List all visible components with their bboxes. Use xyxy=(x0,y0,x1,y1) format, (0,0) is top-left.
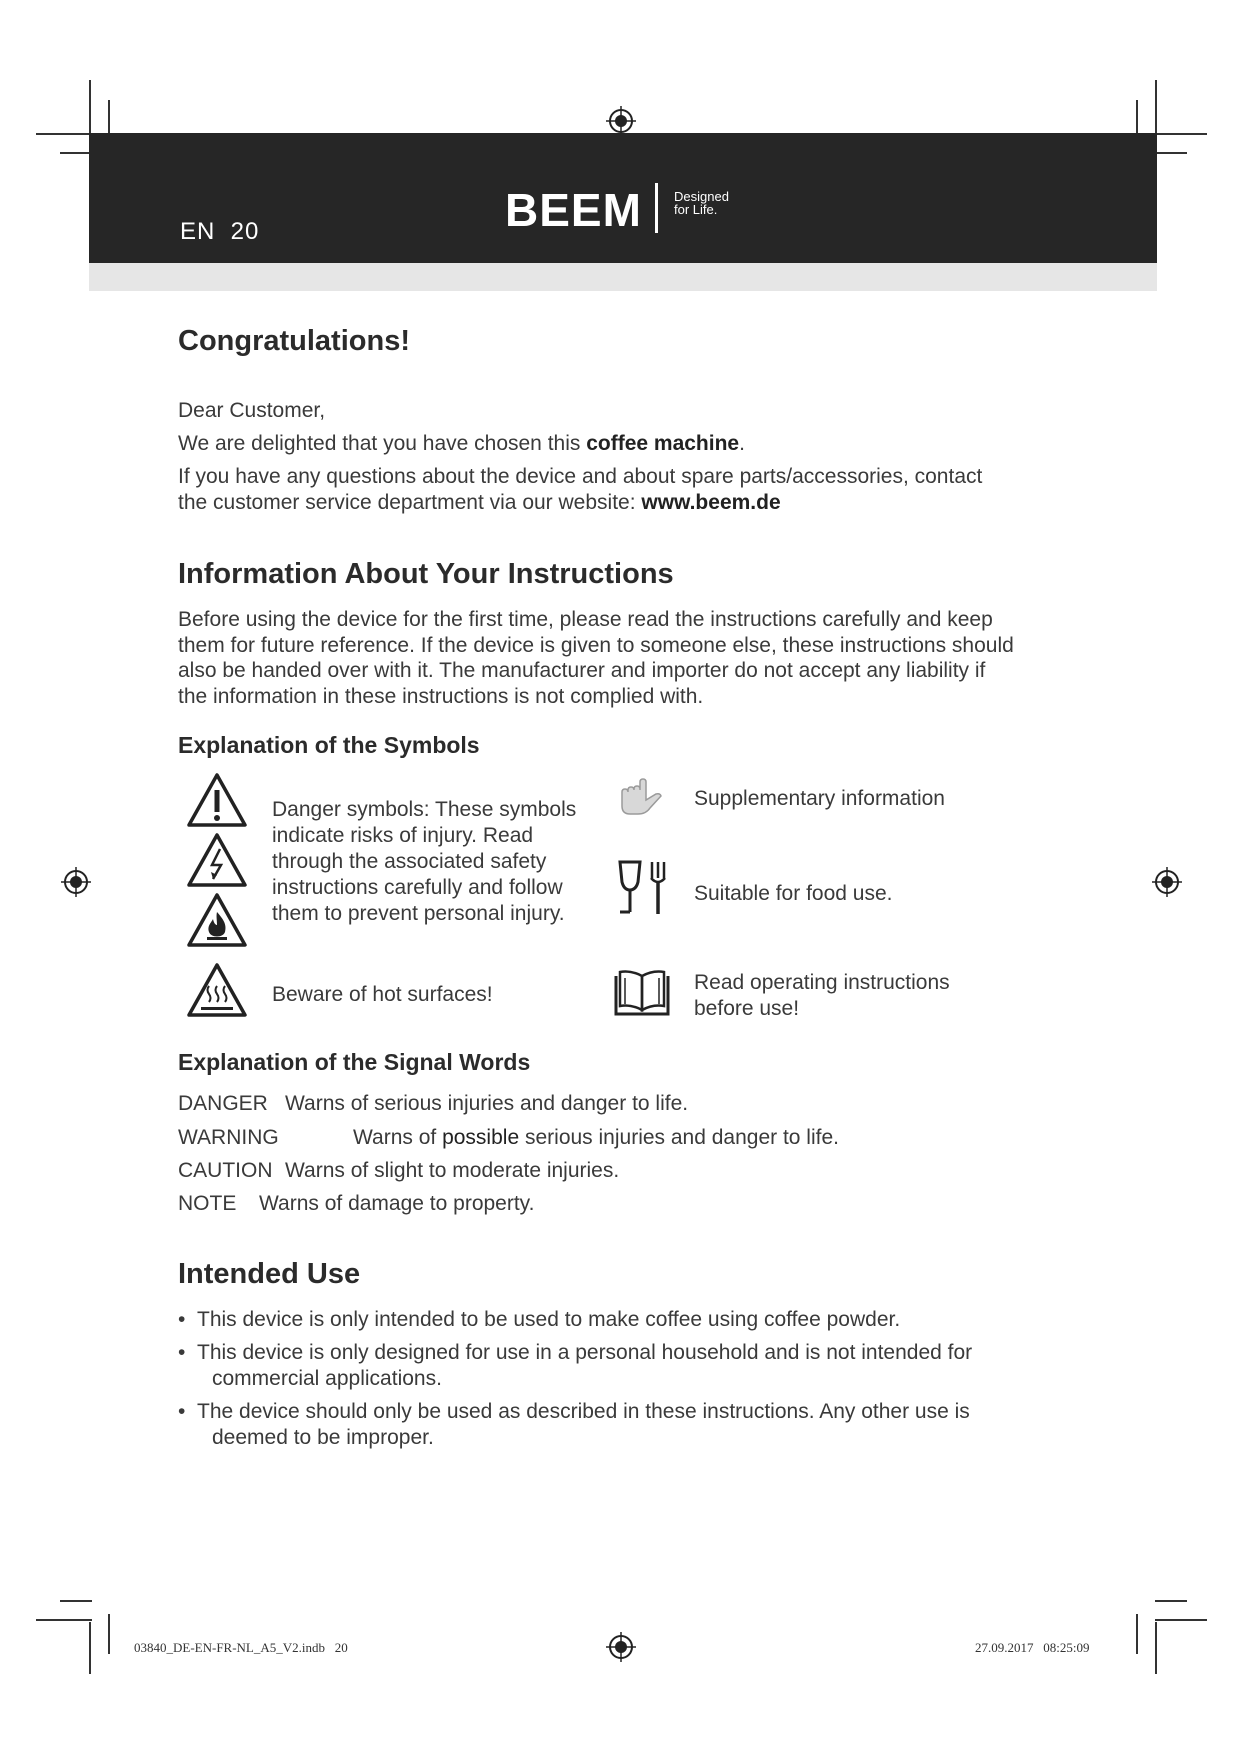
bullet-icon: • xyxy=(178,1308,186,1331)
danger-text-line: them to prevent personal injury. xyxy=(272,902,565,925)
list-item-text: This device is only intended to be used to make coffee using coffee powder. xyxy=(197,1308,901,1331)
instructions-info-title: Information About Your Instructions xyxy=(178,558,674,590)
fire-hazard-icon xyxy=(186,892,248,948)
tagline-line: for Life. xyxy=(674,202,718,217)
list-item-text: deemed to be improper. xyxy=(212,1426,434,1449)
danger-text-line: through the associated safety xyxy=(272,850,547,873)
list-item-text: This device is only designed for use in a personal household and is not intended for xyxy=(197,1341,973,1364)
pointing-hand-icon xyxy=(618,778,666,820)
list-item-text: The device should only be used as described in these instructions. Any other use is xyxy=(197,1400,970,1423)
open-book-icon xyxy=(613,968,671,1018)
questions-line xyxy=(178,490,781,516)
instructions-info-line: also be handed over with it. The manufacturer and importer do not accept any liability if xyxy=(178,659,986,682)
product-name: coffee machine xyxy=(586,432,740,455)
page-label: EN 20 xyxy=(180,218,260,245)
hot-surface-icon xyxy=(186,962,248,1018)
registration-mark-icon xyxy=(606,1632,636,1662)
questions-prefix: the customer service department via our website: xyxy=(178,491,642,514)
footer-file-name: 03840_DE-EN-FR-NL_A5_V2.indb 20 xyxy=(134,1640,348,1655)
instructions-info-line: the information in these instructions is not complied with. xyxy=(178,685,704,708)
read-instructions-line: Read operating instructions xyxy=(694,971,950,994)
greeting: Dear Customer, xyxy=(178,399,326,422)
list-item-text: commercial applications. xyxy=(212,1367,442,1390)
brand-divider xyxy=(655,183,658,233)
registration-mark-icon xyxy=(606,106,636,136)
congratulations-title: Congratulations! xyxy=(178,325,410,357)
danger-text-line: instructions carefully and follow xyxy=(272,876,563,899)
instructions-info-line: them for future reference. If the device is given to someone else, these instructions should xyxy=(178,634,1014,657)
symbols-title: Explanation of the Symbols xyxy=(178,732,480,758)
signal-word-description: Warns of damage to property. xyxy=(259,1192,535,1215)
signal-word-row xyxy=(178,1125,839,1151)
read-instructions-text xyxy=(694,970,950,1022)
brand-logo: BEEM xyxy=(505,184,642,236)
website-link[interactable]: www.beem.de xyxy=(641,491,781,514)
intended-use-title: Intended Use xyxy=(178,1258,361,1290)
delight-suffix: . xyxy=(739,432,745,455)
bullet-icon: • xyxy=(178,1341,186,1364)
electric-hazard-icon xyxy=(186,832,248,888)
registration-mark-icon xyxy=(61,867,91,897)
signal-word-description: Warns of serious injuries and danger to life. xyxy=(285,1092,689,1115)
signal-word-emphasis: possible xyxy=(442,1126,520,1149)
signal-word-row xyxy=(178,1191,534,1217)
delight-prefix: We are delighted that you have chosen this xyxy=(178,432,587,455)
supplementary-text: Supplementary information xyxy=(694,787,945,810)
delight-text xyxy=(178,431,745,457)
footer-timestamp: 27.09.2017 08:25:09 xyxy=(975,1640,1090,1655)
signal-word-caution: CAUTION xyxy=(178,1159,273,1182)
instructions-info-line: Before using the device for the first time, please read the instructions carefully and keep xyxy=(178,608,993,631)
warning-triangle-icon xyxy=(186,772,248,828)
bullet-icon: • xyxy=(178,1400,186,1423)
signal-word-note: NOTE xyxy=(178,1192,237,1215)
registration-mark-icon xyxy=(1152,867,1182,897)
list-item xyxy=(178,1399,1038,1451)
brand-tagline xyxy=(674,190,764,216)
signal-word-warning: WARNING xyxy=(178,1126,279,1149)
signal-word-row xyxy=(178,1091,688,1117)
signal-word-description: Warns of slight to moderate injuries. xyxy=(285,1159,620,1182)
danger-text-line: Danger symbols: These symbols xyxy=(272,798,577,821)
hot-surfaces-text: Beware of hot surfaces! xyxy=(272,983,493,1006)
questions-line: If you have any questions about the device and about spare parts/accessories, contact xyxy=(178,465,983,488)
signal-word-row xyxy=(178,1158,619,1184)
read-instructions-line: before use! xyxy=(694,997,800,1020)
header-sub-band xyxy=(89,263,1157,291)
signal-word-description: serious injuries and danger to life. xyxy=(519,1126,839,1149)
list-item xyxy=(178,1307,1038,1333)
food-use-text: Suitable for food use. xyxy=(694,882,893,905)
danger-text-line: indicate risks of injury. Read xyxy=(272,824,534,847)
danger-symbols-text xyxy=(272,797,602,927)
tagline-line: Designed xyxy=(674,189,729,204)
glass-fork-icon xyxy=(614,858,670,918)
signal-words-title: Explanation of the Signal Words xyxy=(178,1049,531,1075)
signal-word-danger: DANGER xyxy=(178,1092,268,1115)
list-item xyxy=(178,1340,1038,1392)
signal-word-description: Warns of xyxy=(353,1126,443,1149)
